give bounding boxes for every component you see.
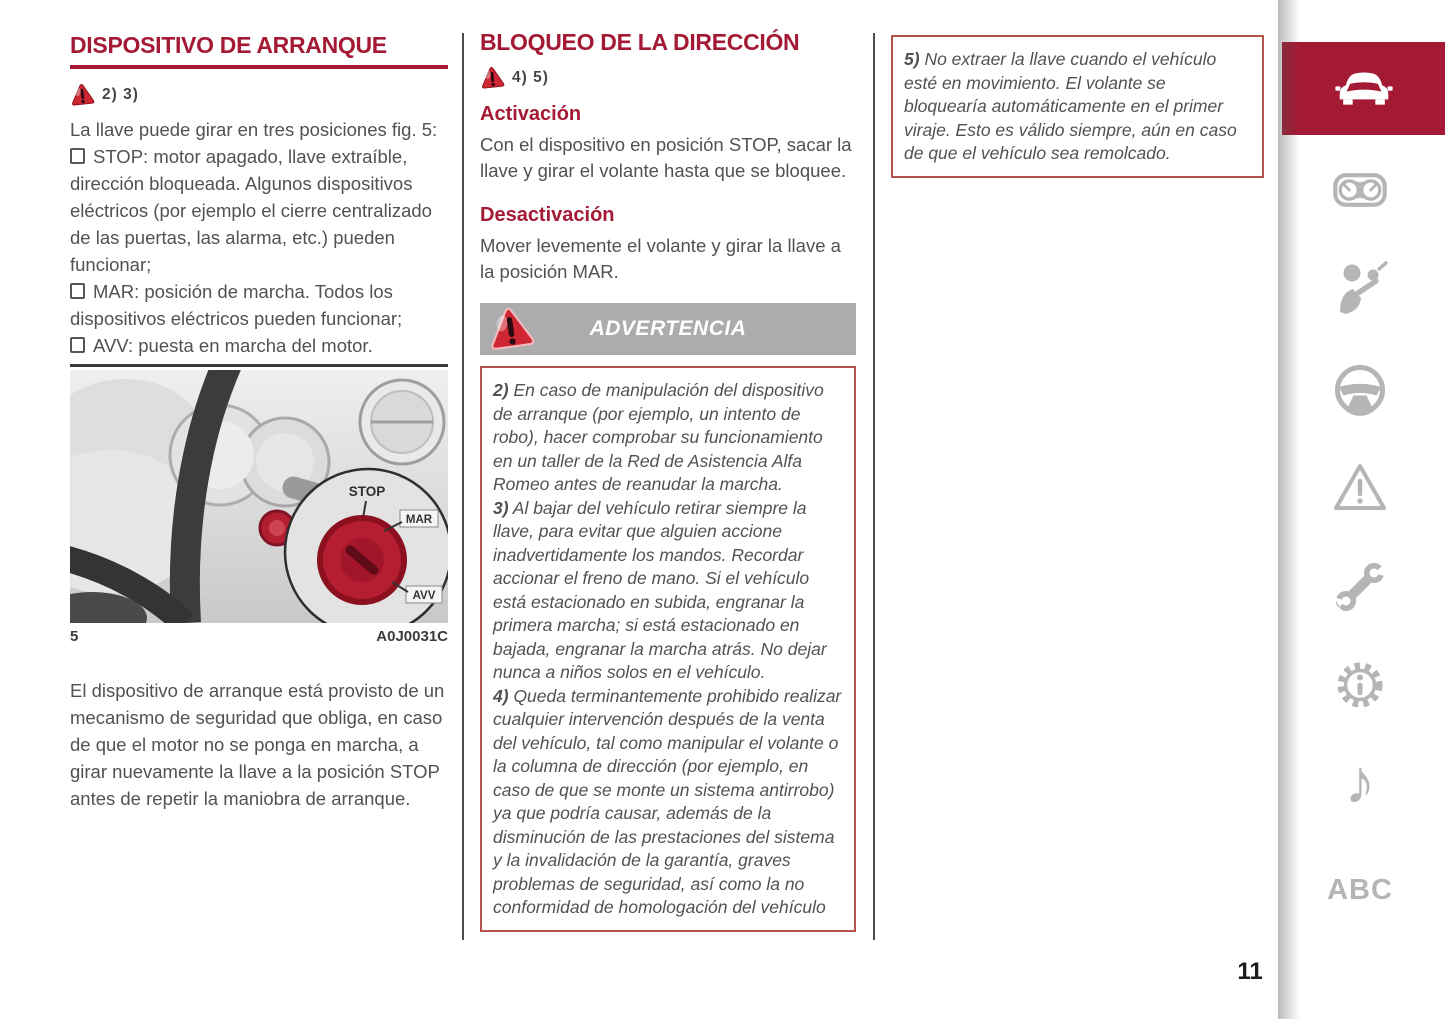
banner-label: ADVERTENCIA [589, 317, 747, 341]
intro-paragraph: La llave puede girar en tres posiciones fig. 5: [70, 119, 438, 141]
square-bullet-icon [70, 337, 85, 353]
bullet-mar: MAR: posición de marcha. Todos los dispositivos eléctricos pueden funcionar; [70, 281, 403, 330]
warning-triangle-icon [480, 66, 505, 90]
activation-heading: Activación [480, 103, 582, 126]
activation-text: Con el dispositivo en posición STOP, sacar la llave y girar el volante hasta que se bloquee. [480, 134, 852, 182]
section-title-ignition: DISPOSITIVO DE ARRANQUE [70, 33, 448, 69]
figure-ignition-photo [70, 364, 448, 645]
deactivation-text: Mover levemente el volante y girar la llave a la posición MAR. [480, 235, 841, 283]
warning-triangle-icon [70, 83, 95, 107]
label-avv: AVV [412, 590, 436, 603]
note-4: 4) Queda terminantemente prohibido realizar cualquier intervención después de la venta del vehículo, tal como manipular el volante o la columna de dirección (por ejemplo, en caso de que se monte un sistema antirrobo) ya que podría causar, además de la disminución de las prestaciones del sistema y la invalidación de la garantía, graves problemas de seguridad, así como la no conformidad de homologación del vehículo [493, 685, 842, 918]
sidebar-item-warnings[interactable] [1332, 459, 1388, 515]
page-number: 11 [1237, 958, 1263, 985]
page-edge-shadow [1278, 0, 1300, 1019]
figure-number: 5 [70, 628, 79, 646]
bullet-stop: STOP: motor apagado, llave extraíble, dirección bloqueada. Algunos dispositivos eléctricos (por ejemplo el cierre centralizado de las puertas, las alarma, etc.) pueden funcionar; [70, 146, 432, 276]
warning-refs: 4) 5) [512, 69, 549, 87]
music-note-icon: ♪ [1344, 748, 1376, 817]
column-divider [462, 33, 464, 940]
note-2: 2) En caso de manipulación del dispositivo de arranque (por ejemplo, un intento de robo), hacer comprobar su funcionamiento en un taller de la Red de Asistencia Alfa Romeo antes de reanudar la marcha. [493, 380, 824, 495]
figure-caption [70, 628, 448, 645]
wrench-icon [1332, 559, 1388, 615]
label-stop: STOP [348, 484, 386, 500]
deactivation-heading: Desactivación [480, 204, 615, 227]
notes-box [891, 35, 1264, 178]
middle-column [480, 30, 856, 932]
figure-code: A0J0031C [376, 628, 448, 646]
warning-refs-row [480, 65, 856, 91]
notes-box [480, 366, 856, 932]
warning-triangle-icon [487, 306, 535, 352]
steering-wheel-icon [1332, 362, 1388, 418]
column-divider [873, 33, 875, 940]
right-column [891, 35, 1264, 178]
sidebar-item-index[interactable] [1327, 862, 1393, 918]
sidebar-item-airbag[interactable] [1332, 260, 1388, 316]
dashboard-photo [70, 370, 448, 623]
note-5: 5) No extraer la llave cuando el vehículo esté en movimiento. El volante se bloquearía automáticamente en el primer viraje. Esto es válido siempre, aún en caso de que el vehículo sea remolcado. [904, 49, 1237, 163]
warning-triangle-icon [1332, 461, 1388, 513]
abc-label: ABC [1327, 873, 1393, 906]
warning-refs-row [70, 82, 448, 108]
left-column [70, 33, 448, 812]
section-title-steering-lock: BLOQUEO DE LA DIRECCIÓN [480, 29, 800, 55]
car-front-icon [1331, 66, 1397, 112]
sidebar-tab-vehicle-active[interactable] [1282, 42, 1445, 135]
square-bullet-icon [70, 283, 85, 299]
sidebar-item-maintenance[interactable] [1332, 559, 1388, 615]
sidebar-item-steering[interactable] [1332, 362, 1388, 418]
warning-banner [480, 303, 856, 355]
sidebar-item-instruments[interactable] [1332, 162, 1388, 218]
figure-rule [70, 364, 448, 367]
label-mar: MAR [405, 514, 433, 527]
sidebar-item-audio[interactable] [1332, 748, 1388, 817]
airbag-icon [1332, 260, 1388, 316]
warning-refs: 2) 3) [102, 86, 139, 104]
service-info-icon [1332, 657, 1388, 713]
note-3: 3) Al bajar del vehículo retirar siempre la llave, para evitar que alguien accione inadvertidamente los mandos. Recordar accionar el freno de mano. Si el vehículo está estacionado en subida, engranar la primera marcha; si está estacionado en bajada, engranar la marcha atrás. No dejar nunca a niños solos en el vehículo. [493, 497, 827, 683]
instrument-cluster-icon [1332, 167, 1388, 213]
bullet-avv: AVV: puesta en marcha del motor. [70, 332, 448, 359]
sidebar-item-service-info[interactable] [1332, 657, 1388, 713]
outro-paragraph: El dispositivo de arranque está provisto de un mecanismo de seguridad que obliga, en caso de que el motor no se ponga en marcha, a girar nuevamente la llave a la posición STOP antes de repetir la maniobra de arranque. [70, 680, 445, 810]
square-bullet-icon [70, 148, 85, 164]
